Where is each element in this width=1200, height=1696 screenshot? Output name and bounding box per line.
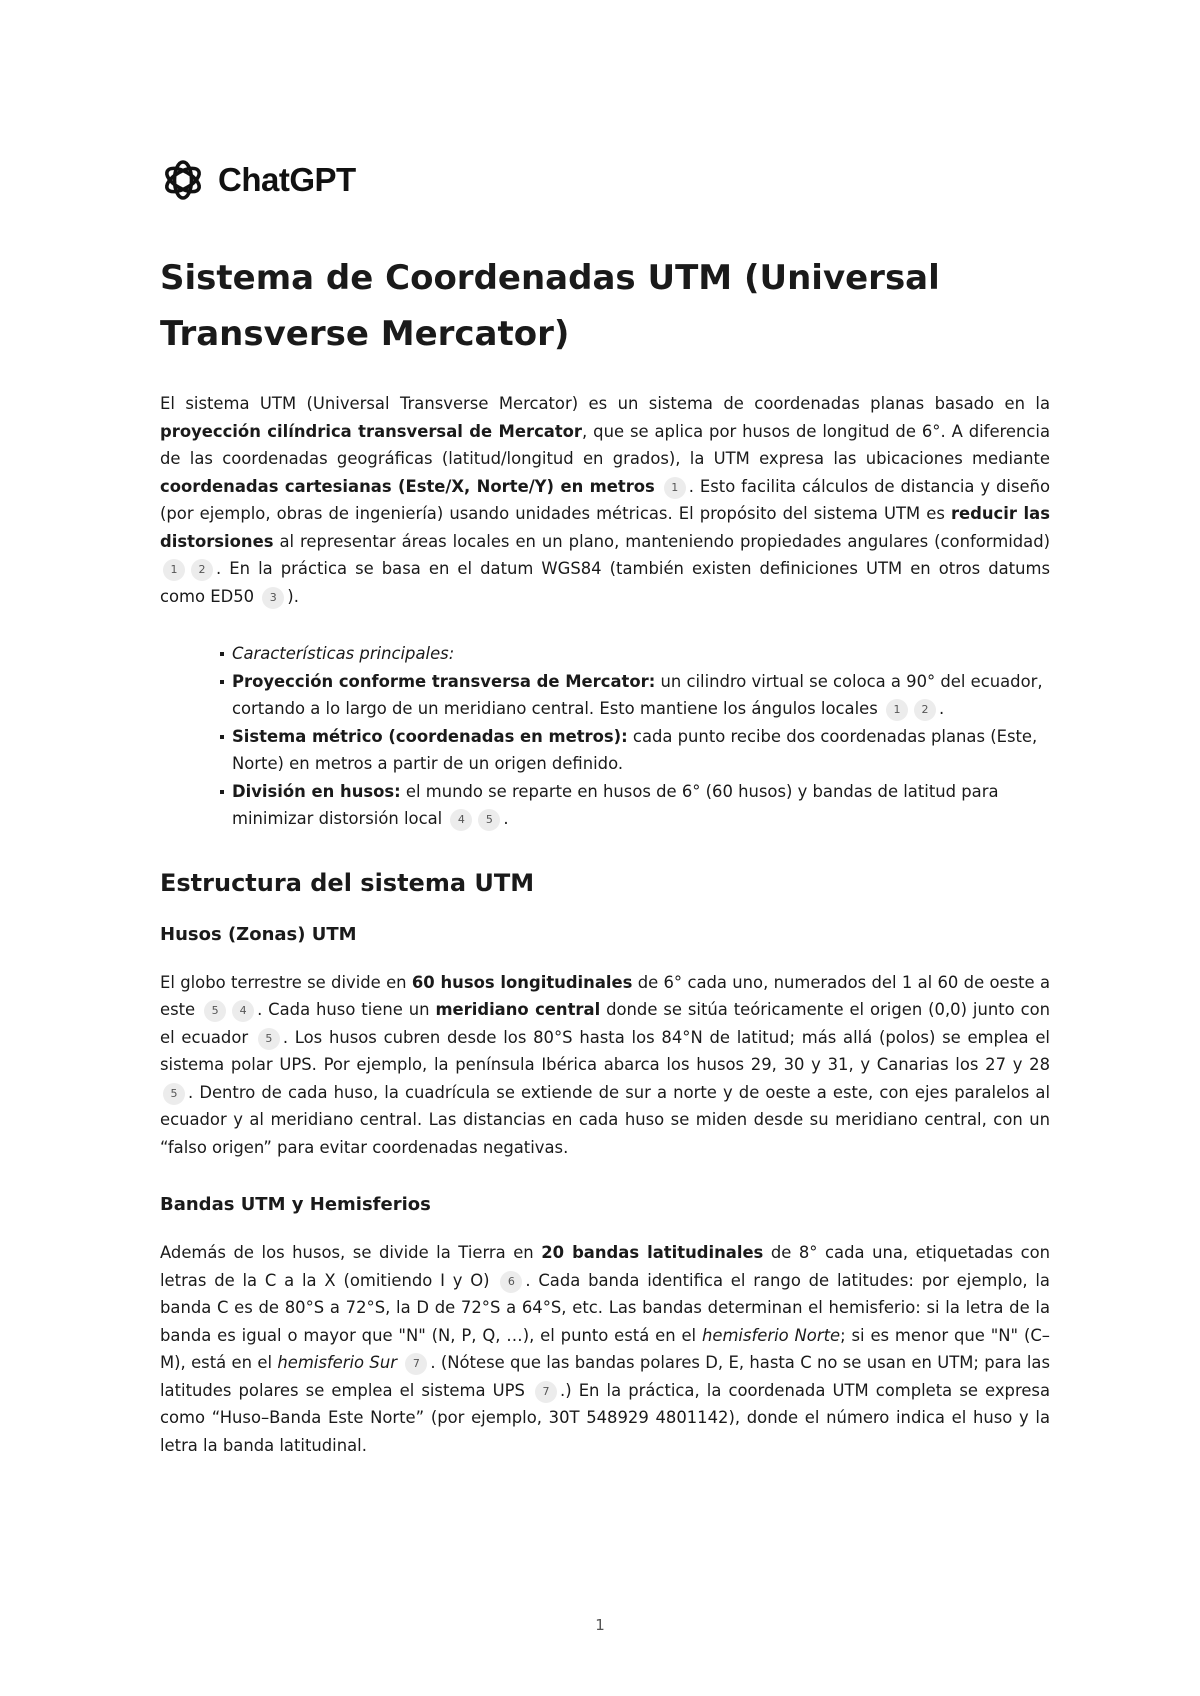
intro-paragraph: El sistema UTM (Universal Transverse Mercator) es un sistema de coordenadas planas basado en la proyección cilíndrica transversal de Mercator, que se aplica por husos de longitud de 6°. A diferencia de las coordenadas geográficas (latitud/longitud en grados), la UTM expresa las ubicaciones mediante coordenadas cartesianas (Este/X, Norte/Y) en metros 1 . Esto facilita cálculos de distancia y diseño (por ejemplo, obras de ingeniería) usando unidades métricas. El propósito del sistema UTM es reducir las distorsiones al representar áreas locales en un plano, manteniendo propiedades angulares (conformidad) 1 2 . En la práctica se basa en el datum WGS84 (también existen definiciones UTM en otros datums como ED50 3 ).	[160, 390, 1050, 610]
brand-name: ChatGPT	[218, 161, 356, 198]
document-page	[160, 150, 1050, 1489]
bandas-paragraph: Además de los husos, se divide la Tierra en 20 bandas latitudinales de 8° cada una, etiquetadas con letras de la C a la X (omitiendo I y O) 6 . Cada banda identifica el rango de latitudes: por ejemplo, la banda C es de 80°S a 72°S, la D de 72°S a 64°S, etc. Las bandas determinan el hemisferio: si la letra de la banda es igual o mayor que "N" (N, P, Q, …), el punto está en el hemisferio Norte; si es menor que "N" (C–M), está en el hemisferio Sur 7 . (Nótese que las bandas polares D, E, hasta C no se usan en UTM; para las latitudes polares se emplea el sistema UPS 7 .) En la práctica, la coordenada UTM completa se expresa como “Huso–Banda Este Norte” (por ejemplo, 30T 548929 4801142), donde el número indica el huso y la letra la banda latitudinal.	[160, 1243, 1050, 1455]
citation-badge[interactable]: 2	[914, 699, 936, 721]
list-item: Proyección conforme transversa de Mercator: un cilindro virtual se coloca a 90° del ecuador, cortando a lo largo de un meridiano central. Esto mantiene los ángulos locales 1 2 .	[220, 668, 1050, 723]
citation-badge[interactable]: 5	[163, 1083, 185, 1105]
brand-header	[160, 150, 1050, 210]
citation-badge[interactable]: 5	[258, 1028, 280, 1050]
citation-badge[interactable]: 4	[450, 809, 472, 831]
page-number: 1	[595, 1616, 605, 1634]
citation-badge[interactable]: 4	[232, 1000, 254, 1022]
list-item: Sistema métrico (coordenadas en metros): cada punto recibe dos coordenadas planas (Este, Norte) en metros a partir de un origen definido.	[220, 723, 1050, 778]
subsection-heading: Bandas UTM y Hemisferios	[160, 1194, 431, 1215]
husos-paragraph: El globo terrestre se divide en 60 husos longitudinales de 6° cada uno, numerados del 1 al 60 de oeste a este 5 4 . Cada huso tiene un meridiano central donde se sitúa teóricamente el origen (0,0) junto con el ecuador 5 . Los husos cubren desde los 80°S hasta los 84°N de latitud; más allá (polos) se emplea el sistema polar UPS. Por ejemplo, la península Ibérica abarca los husos 29, 30 y 31, y Canarias los 27 y 28 5 . Dentro de cada huso, la cuadrícula se extiende de sur a norte y de oeste a este, con ejes paralelos al ecuador y al meridiano central. Las distancias en cada huso se miden desde su meridiano central, con un “falso origen” para evitar coordenadas negativas.	[160, 972, 1051, 1157]
subsection-heading: Husos (Zonas) UTM	[160, 923, 357, 945]
citation-badge[interactable]: 6	[500, 1271, 522, 1293]
citation-badge[interactable]: 7	[535, 1381, 557, 1403]
citation-badge[interactable]: 1	[886, 699, 908, 721]
list-item	[220, 640, 1050, 668]
citation-badge[interactable]: 5	[204, 1000, 226, 1022]
citation-badge[interactable]: 5	[478, 809, 500, 831]
features-heading: Características principales:	[232, 644, 455, 663]
section-heading: Estructura del sistema UTM	[160, 868, 535, 897]
citation-badge[interactable]: 1	[664, 477, 686, 499]
citation-badge[interactable]: 2	[191, 559, 213, 581]
list-item: División en husos: el mundo se reparte en husos de 6° (60 husos) y bandas de latitud para minimizar distorsión local 4 5 .	[220, 778, 1050, 833]
openai-logo-icon	[160, 157, 206, 203]
features-list	[220, 640, 1050, 833]
citation-badge[interactable]: 3	[262, 587, 284, 609]
citation-badge[interactable]: 7	[405, 1353, 427, 1375]
page-title: Sistema de Coordenadas UTM (Universal Transverse Mercator)	[160, 258, 940, 354]
citation-badge[interactable]: 1	[163, 559, 185, 581]
